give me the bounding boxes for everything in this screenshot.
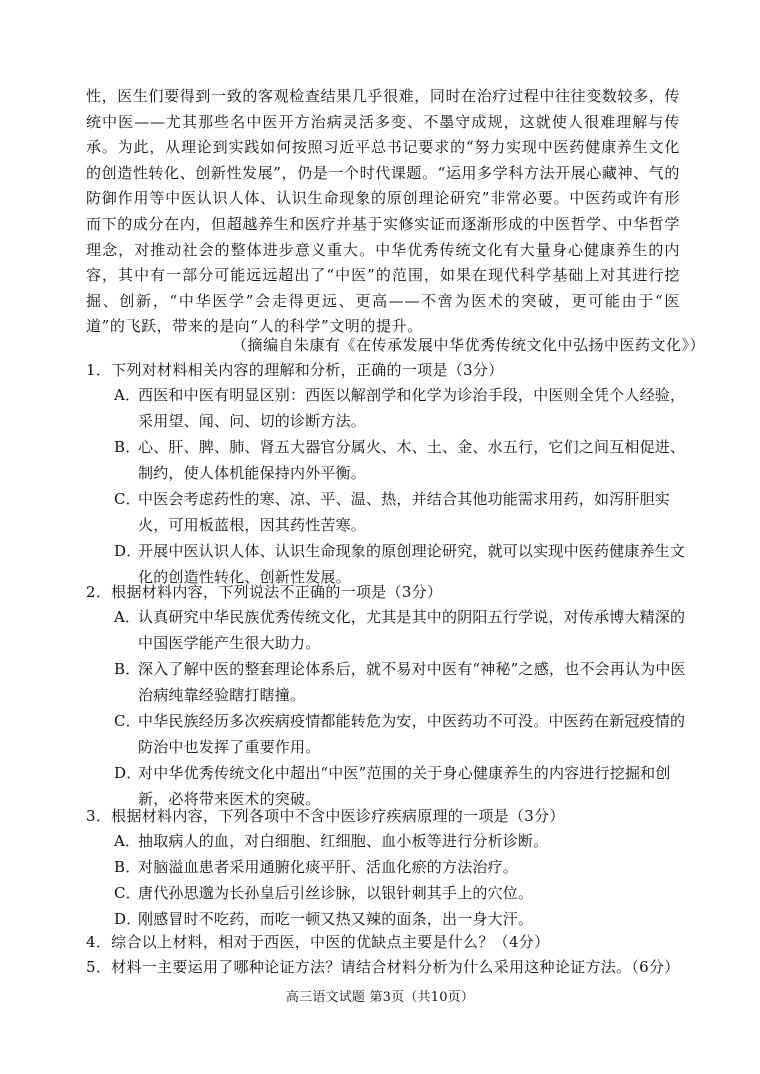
option-b	[86, 854, 686, 880]
option-a	[86, 828, 686, 854]
option-letter: B．	[114, 438, 141, 456]
option-text: 对脑溢血患者采用通腑化痰平肝、活血化瘀的方法治疗。	[138, 858, 519, 876]
option-letter: D．	[114, 764, 142, 782]
option-b	[86, 656, 686, 708]
option-letter: C．	[114, 712, 141, 730]
option-text: 心、肝、脾、肺、肾五大器官分属火、木、土、金、水五行，它们之间互相促进、制约，使人体机能保持内外平衡。	[138, 438, 686, 482]
option-text: 中华民族经历多次疾病疫情都能转危为安，中医药功不可没。中医药在新冠疫情的防治中也发挥了重要作用。	[138, 712, 686, 756]
option-c	[86, 880, 686, 906]
option-text: 西医和中医有明显区别：西医以解剖学和化学为诊治手段，中医则全凭个人经验，采用望、闻、问、切的诊断方法。	[138, 386, 686, 430]
passage-paragraph: 性，医生们要得到一致的客观检查结果几乎很难，同时在治疗过程中往往变数较多，传统中医——尤其那些名中医开方治病灵活多变、不墨守成规，这就使人很难理解与传承。为此，从理论到实践如何按照习近平总书记要求的“努力实现中医药健康养生文化的创造性转化、创新性发展”，仍是一个时代课题。“运用多学科方法开展心藏神、气的防御作用等中医认识人体、认识生命现象的原创理论研究”非常必要。中医药或许有形而下的成分在内，但超越养生和医疗并基于实修实证而逐渐形成的中医哲学、中华哲学理念，对推动社会的整体进步意义重大。中华优秀传统文化有大量身心健康养生的内容，其中有一部分可能远远超出了“中医”的范围，如果在现代科学基础上对其进行挖掘、创新，“中华医学”会走得更远、更高——不啻为医术的突破，更可能由于“医道”的飞跃，带来的是向“人的科学”文明的提升。	[86, 87, 680, 336]
option-letter: B．	[114, 858, 141, 876]
option-letter: C．	[114, 884, 141, 902]
option-text: 抽取病人的血，对白细胞、红细胞、血小板等进行分析诊断。	[138, 832, 549, 850]
option-b	[86, 434, 686, 486]
option-text: 深入了解中医的整套理论体系后，就不易对中医有“神秘”之感，也不会再认为中医治病纯靠经验瞎打瞎撞。	[138, 660, 686, 704]
question-3	[86, 804, 686, 932]
option-letter: D．	[114, 910, 142, 928]
reading-passage	[86, 84, 680, 340]
question-1	[86, 358, 686, 590]
option-a	[86, 382, 686, 434]
option-letter: D．	[114, 542, 142, 560]
option-letter: C．	[114, 490, 141, 508]
option-letter: A．	[114, 608, 141, 626]
option-a	[86, 604, 686, 656]
option-text: 对中华优秀传统文化中超出“中医”范围的关于身心健康养生的内容进行挖掘和创新，必将带来医术的突破。	[138, 764, 671, 808]
option-text: 认真研究中华民族优秀传统文化，尤其是其中的阴阳五行学说，对传承博大精深的中国医学能产生很大助力。	[138, 608, 686, 652]
question-5	[86, 955, 686, 979]
option-text: 中医会考虑药性的寒、凉、平、温、热，并结合其他功能需求用药，如泻肝胆实火，可用板蓝根，因其药性苦寒。	[138, 490, 671, 534]
question-stem: 1．下列对材料相关内容的理解和分析，正确的一项是（3分）	[86, 361, 504, 379]
question-stem: 3．根据材料内容，下列各项中不含中医诊疗疾病原理的一项是（3分）	[86, 807, 565, 825]
option-c	[86, 486, 686, 538]
option-c	[86, 708, 686, 760]
option-text: 刚感冒时不吃药，而吃一顿又热又辣的面条，出一身大汗。	[138, 910, 534, 928]
page-footer: 高三语文试题 第3页（共10页）	[285, 990, 475, 1005]
question-2	[86, 580, 686, 812]
option-letter: A．	[114, 832, 141, 850]
question-stem: 2．根据材料内容，下列说法不正确的一项是（3分）	[86, 583, 443, 601]
passage-source: （摘编自朱康有《在传承发展中华优秀传统文化中弘扬中医药文化》）	[232, 336, 706, 354]
option-text: 唐代孙思邈为长孙皇后引丝诊脉，以银针刺其手上的穴位。	[138, 884, 534, 902]
option-d	[86, 906, 686, 932]
question-stem: 4．综合以上材料，相对于西医，中医的优缺点主要是什么？（4分）	[86, 933, 550, 951]
question-stem: 5．材料一主要运用了哪种论证方法？请结合材料分析为什么采用这种论证方法。（6分）	[86, 958, 680, 976]
option-letter: A．	[114, 386, 141, 404]
option-text: 开展中医认识人体、认识生命现象的原创理论研究，就可以实现中医药健康养生文化的创造性转化、创新性发展。	[138, 542, 686, 586]
question-4	[86, 930, 686, 954]
option-letter: B．	[114, 660, 141, 678]
